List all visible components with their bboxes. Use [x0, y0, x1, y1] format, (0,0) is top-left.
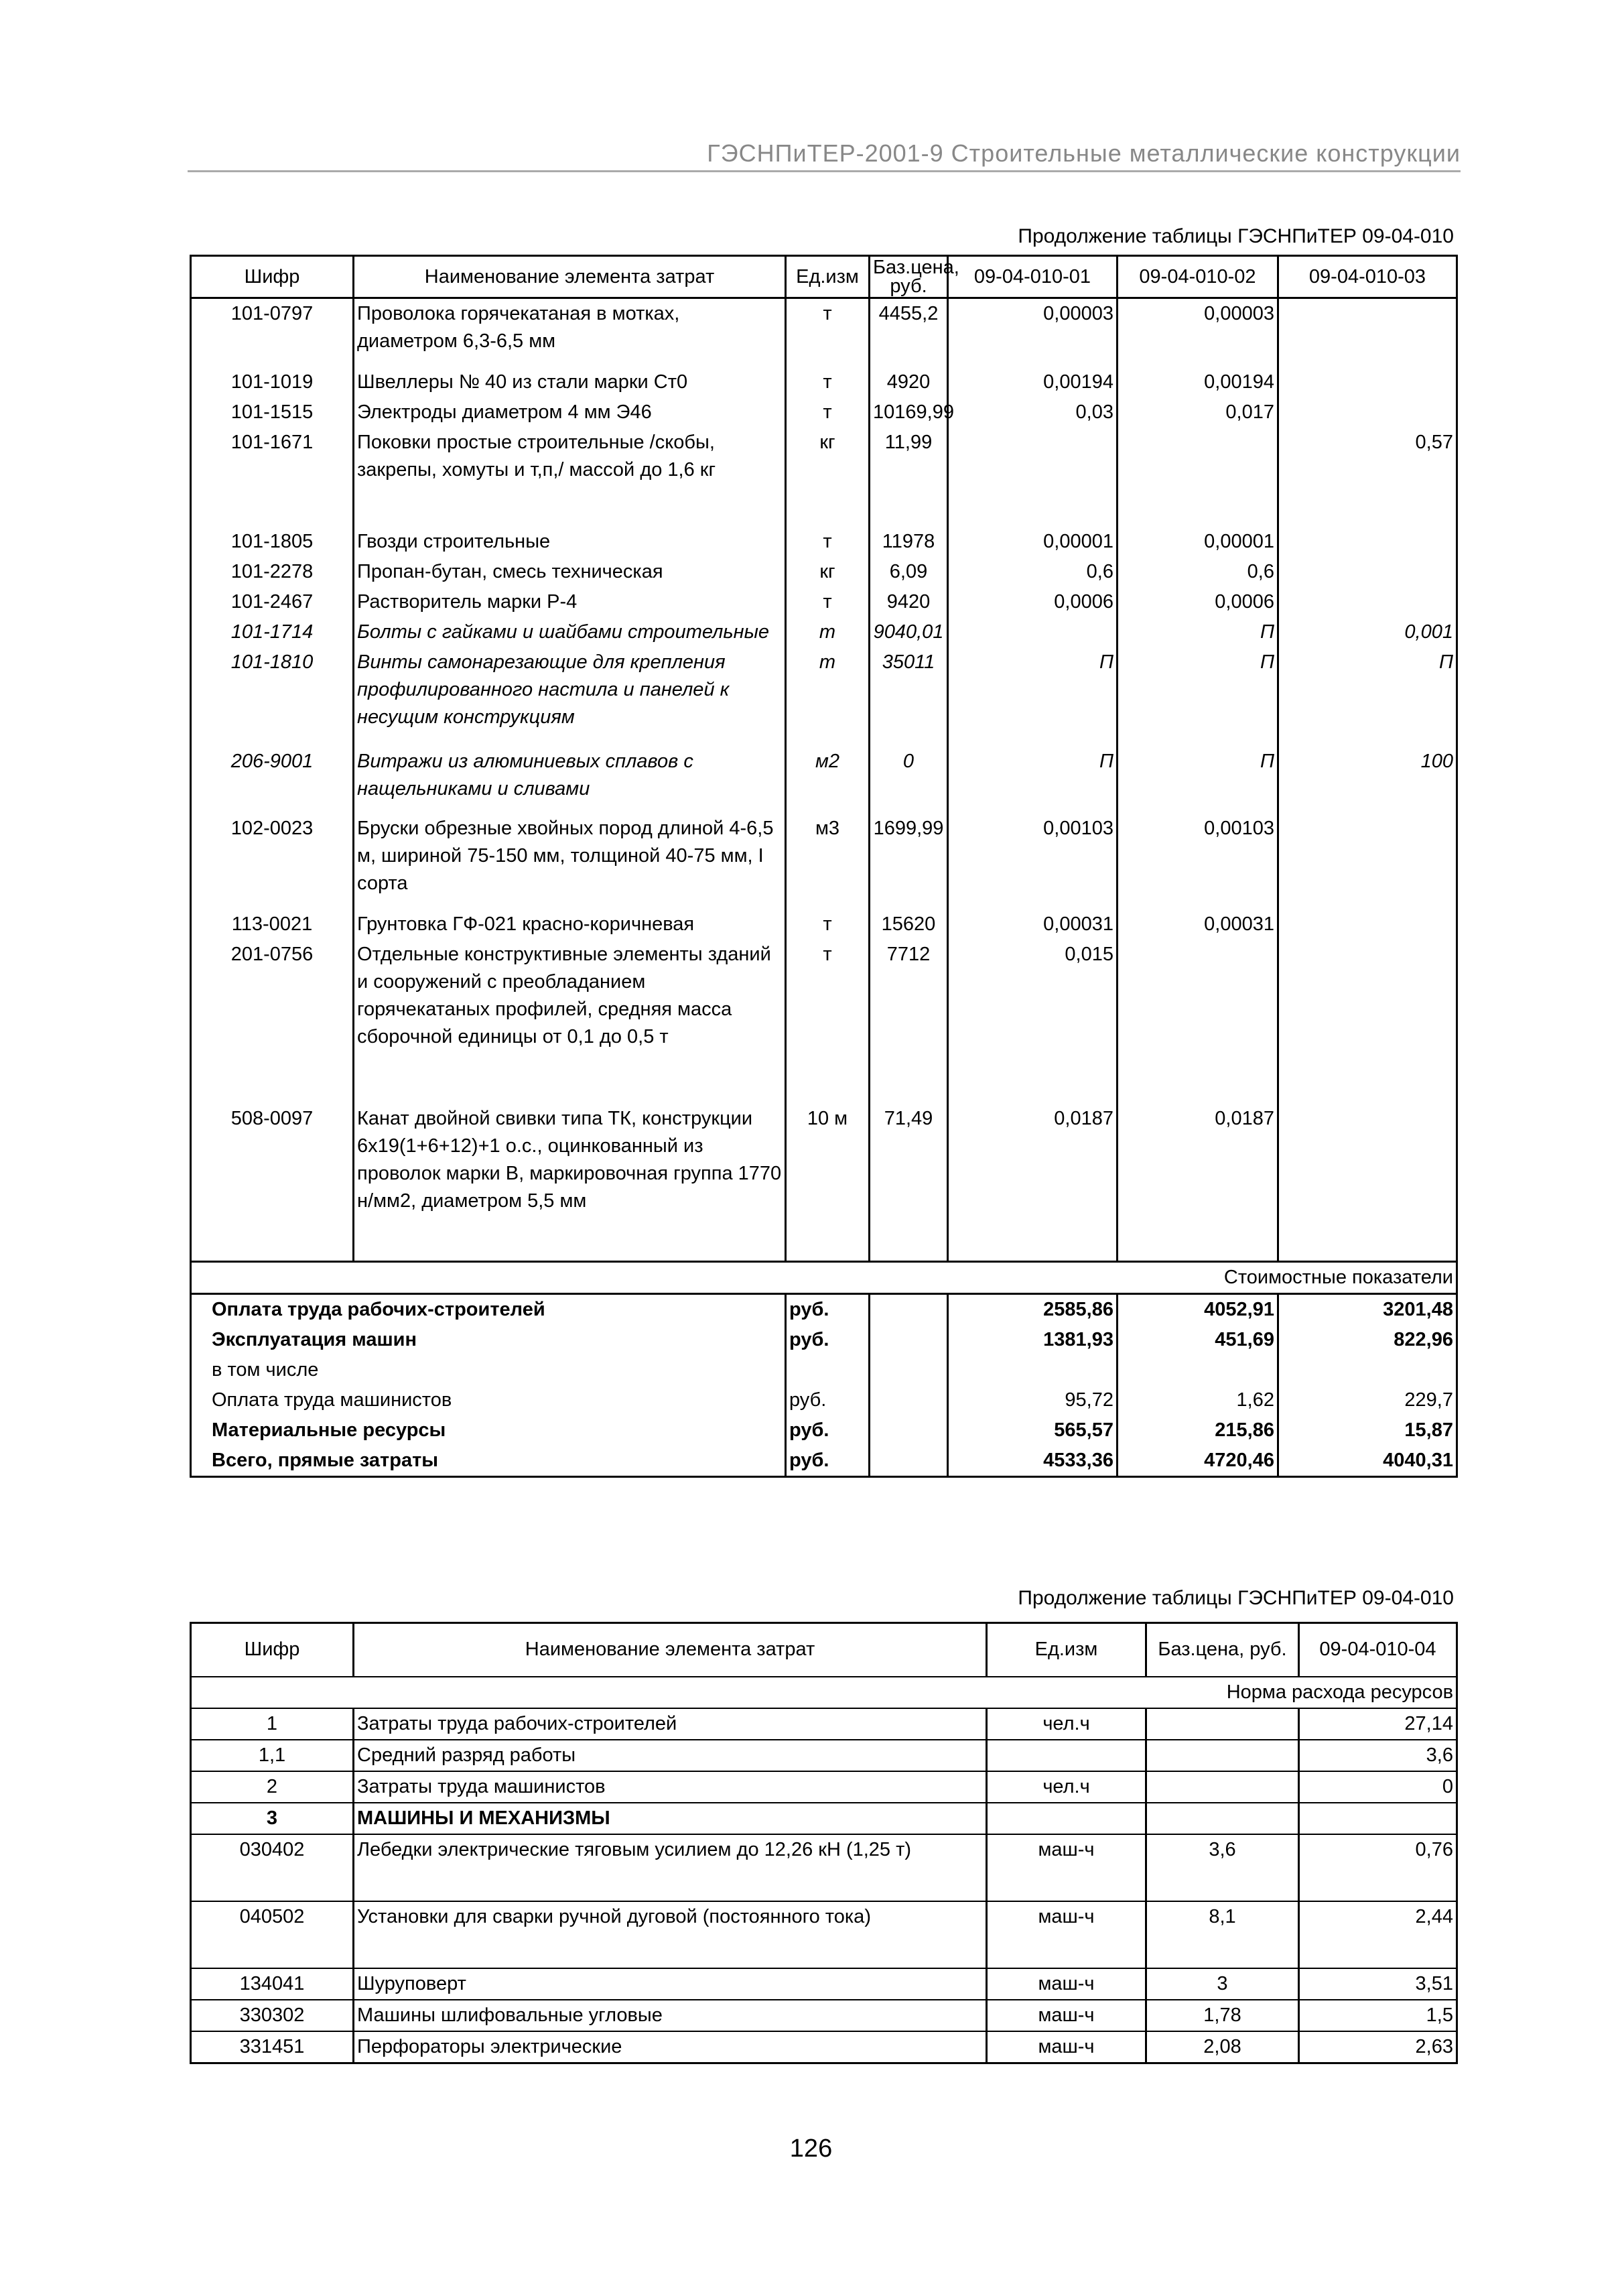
row-unit: м3	[786, 814, 870, 909]
row-v3	[1278, 909, 1457, 940]
row-v1: 0,6	[948, 557, 1118, 587]
table-row	[191, 909, 1457, 940]
row-unit: т	[786, 367, 870, 397]
row-v3	[1278, 527, 1457, 557]
row-code: 3	[191, 1803, 354, 1834]
row-unit: т	[786, 587, 870, 617]
row-v3: 0,57	[1278, 428, 1457, 527]
row-v3	[1278, 367, 1457, 397]
col-header-name: Наименование элемента затрат	[354, 256, 786, 298]
row-name: Затраты труда машинистов	[354, 1771, 987, 1803]
table-row	[191, 397, 1457, 428]
row-unit: маш-ч	[987, 1901, 1146, 1968]
row-unit	[987, 1740, 1146, 1771]
row-v2: 0,00103	[1118, 814, 1278, 909]
row-v1: 0,00031	[948, 909, 1118, 940]
table-row	[191, 1968, 1457, 2000]
cost-v1: 2585,86	[948, 1294, 1118, 1326]
row-v1: 0,00003	[948, 298, 1118, 367]
row-name: Машины шлифовальные угловые	[354, 2000, 987, 2031]
row-price: 1699,99	[870, 814, 948, 909]
row-v1: 0,015	[948, 940, 1118, 1104]
cost-v3: 822,96	[1278, 1325, 1457, 1355]
table1-continuation: Продолжение таблицы ГЭСНПиТЕР 09-04-010	[1018, 225, 1454, 247]
row-unit: кг	[786, 428, 870, 527]
row-v1: П	[948, 647, 1118, 747]
row-name: Перфораторы электрические	[354, 2031, 987, 2063]
row-code: 206-9001	[230, 750, 314, 772]
row-value: 0,76	[1299, 1834, 1457, 1901]
row-unit: т	[786, 527, 870, 557]
row-price: 8,1	[1146, 1901, 1299, 1968]
row-v1: 0,0187	[948, 1104, 1118, 1262]
row-unit: т	[786, 940, 870, 1104]
cost-row	[191, 1415, 1457, 1446]
row-price: 4920	[870, 367, 948, 397]
row-v1: 0,00103	[948, 814, 1118, 909]
row-price: 6,09	[870, 557, 948, 587]
cost-v1: 565,57	[948, 1415, 1118, 1446]
row-code: 2	[191, 1771, 354, 1803]
row-price: 7712	[870, 940, 948, 1104]
row-v1: 0,0006	[948, 587, 1118, 617]
row-v2	[1118, 428, 1278, 527]
row-v2: П	[1118, 617, 1278, 647]
row-code: 113-0021	[231, 913, 313, 935]
row-v2: 0,6	[1118, 557, 1278, 587]
row-unit: т	[786, 397, 870, 428]
cost-unit: руб.	[786, 1294, 870, 1326]
table-row	[191, 1104, 1457, 1262]
row-unit: маш-ч	[987, 1968, 1146, 2000]
running-header: ГЭСНПиТЕР-2001-9 Строительные металлические конструкции	[188, 139, 1461, 172]
norm-header-label: Норма расхода ресурсов	[191, 1677, 1457, 1708]
row-name: Установки для сварки ручной дуговой (постоянного тока)	[354, 1901, 987, 1968]
table-row	[191, 1708, 1457, 1740]
row-name: Канат двойной свивки типа ТК, конструкции 6х19(1+6+12)+1 о.с., оцинкованный из проволок марки В, маркировочная группа 1770 н/мм2, диаметром 5,5 мм	[354, 1104, 786, 1262]
cost-v2	[1118, 1355, 1278, 1385]
cost-section-header	[191, 1262, 1457, 1294]
row-unit: т	[786, 298, 870, 367]
norm-section-header	[191, 1677, 1457, 1708]
cost-v3: 229,7	[1278, 1385, 1457, 1415]
cost-v2: 451,69	[1118, 1325, 1278, 1355]
cost-empty	[870, 1446, 948, 1477]
row-code: 101-0797	[230, 303, 314, 324]
table-row	[191, 647, 1457, 747]
row-code: 101-2278	[230, 560, 314, 582]
row-price: 11978	[870, 527, 948, 557]
row-price: 4455,2	[870, 298, 948, 367]
row-v3	[1278, 814, 1457, 909]
row-price: 3	[1146, 1968, 1299, 2000]
table-row	[191, 557, 1457, 587]
table-row	[191, 1803, 1457, 1834]
row-v3	[1278, 557, 1457, 587]
cost-v1: 4533,36	[948, 1446, 1118, 1477]
cost-row	[191, 1385, 1457, 1415]
row-v1	[948, 617, 1118, 647]
row-unit: т	[786, 647, 870, 747]
row-v3: 0,001	[1278, 617, 1457, 647]
cost-empty	[870, 1415, 948, 1446]
row-code: 101-1714	[230, 621, 314, 643]
row-name: Электроды диаметром 4 мм Э46	[354, 397, 786, 428]
row-v3	[1278, 940, 1457, 1104]
row-v1: 0,00001	[948, 527, 1118, 557]
row-code: 030402	[191, 1834, 354, 1901]
row-name: Растворитель марки Р-4	[354, 587, 786, 617]
row-v3	[1278, 298, 1457, 367]
row-code: 1,1	[191, 1740, 354, 1771]
table-row	[191, 2000, 1457, 2031]
row-price: 71,49	[870, 1104, 948, 1262]
table-header-row	[191, 256, 1457, 298]
cost-v3: 3201,48	[1278, 1294, 1457, 1326]
row-name: Пропан-бутан, смесь техническая	[354, 557, 786, 587]
cost-name: Оплата труда машинистов	[212, 1389, 452, 1411]
cost-name: Оплата труда рабочих-строителей	[212, 1299, 545, 1320]
row-name: МАШИНЫ И МЕХАНИЗМЫ	[354, 1803, 987, 1834]
cost-v1: 95,72	[948, 1385, 1118, 1415]
row-v1	[948, 428, 1118, 527]
row-code: 101-1515	[230, 401, 314, 423]
row-value: 2,63	[1299, 2031, 1457, 2063]
row-price: 11,99	[870, 428, 948, 527]
cost-name: в том числе	[212, 1359, 319, 1381]
cost-empty	[870, 1325, 948, 1355]
row-code: 134041	[191, 1968, 354, 2000]
cost-v3: 4040,31	[1278, 1446, 1457, 1477]
row-price	[1146, 1803, 1299, 1834]
row-v2: 0,00031	[1118, 909, 1278, 940]
row-v2: 0,0187	[1118, 1104, 1278, 1262]
row-price: 9420	[870, 587, 948, 617]
row-name: Отдельные конструктивные элементы зданий и сооружений с преобладанием горячекатаных профилей, средняя масса сборочной единицы от 0,1 до 0,5 т	[354, 940, 786, 1104]
row-v3: 100	[1278, 747, 1457, 814]
table-header-row	[191, 1623, 1457, 1677]
row-code: 330302	[191, 2000, 354, 2031]
row-code: 101-1810	[230, 651, 314, 673]
cost-unit: руб.	[786, 1385, 870, 1415]
cost-unit	[786, 1355, 870, 1385]
cost-unit: руб.	[786, 1446, 870, 1477]
table-row	[191, 428, 1457, 527]
table-row	[191, 617, 1457, 647]
col-header-010-02: 09-04-010-02	[1118, 256, 1278, 298]
cost-empty	[870, 1385, 948, 1415]
row-unit: маш-ч	[987, 2031, 1146, 2063]
cost-v2: 4720,46	[1118, 1446, 1278, 1477]
row-code: 101-1671	[230, 431, 314, 453]
cost-empty	[870, 1355, 948, 1385]
cost-unit: руб.	[786, 1415, 870, 1446]
row-price: 35011	[870, 647, 948, 747]
cost-v2: 215,86	[1118, 1415, 1278, 1446]
cost-row	[191, 1294, 1457, 1326]
table-row	[191, 1834, 1457, 1901]
row-name: Болты с гайками и шайбами строительные	[354, 617, 786, 647]
row-price: 3,6	[1146, 1834, 1299, 1901]
row-value: 0	[1299, 1771, 1457, 1803]
row-v2: 0,00194	[1118, 367, 1278, 397]
row-name: Шуруповерт	[354, 1968, 987, 2000]
col-header-010-01: 09-04-010-01	[948, 256, 1118, 298]
col-header-name: Наименование элемента затрат	[354, 1623, 987, 1677]
cost-v2: 4052,91	[1118, 1294, 1278, 1326]
table-row	[191, 298, 1457, 367]
cost-v2: 1,62	[1118, 1385, 1278, 1415]
row-price: 9040,01	[870, 617, 948, 647]
row-price: 0	[870, 747, 948, 814]
row-v3	[1278, 397, 1457, 428]
row-price	[1146, 1771, 1299, 1803]
row-unit: т	[786, 617, 870, 647]
row-name: Поковки простые строительные /скобы, закрепы, хомуты и т,п,/ массой до 1,6 кг	[354, 428, 786, 527]
row-v1: 0,00194	[948, 367, 1118, 397]
row-price: 10169,99	[870, 397, 948, 428]
table2-continuation: Продолжение таблицы ГЭСНПиТЕР 09-04-010	[1018, 1587, 1454, 1609]
col-header-code: Шифр	[191, 1623, 354, 1677]
materials-table	[190, 255, 1458, 1478]
row-value: 3,51	[1299, 1968, 1457, 2000]
row-name: Грунтовка ГФ-021 красно-коричневая	[354, 909, 786, 940]
row-code: 101-2467	[230, 590, 314, 613]
row-v1: 0,03	[948, 397, 1118, 428]
row-unit: маш-ч	[987, 1834, 1146, 1901]
table-row	[191, 1740, 1457, 1771]
page-number: 126	[789, 2134, 833, 2163]
cost-unit: руб.	[786, 1325, 870, 1355]
table-row	[191, 747, 1457, 814]
row-value: 2,44	[1299, 1901, 1457, 1968]
row-code: 040502	[191, 1901, 354, 1968]
col-header-010-03: 09-04-010-03	[1278, 256, 1457, 298]
cost-header-label: Стоимостные показатели	[191, 1262, 1457, 1294]
cost-v3	[1278, 1355, 1457, 1385]
row-value: 27,14	[1299, 1708, 1457, 1740]
row-name: Средний разряд работы	[354, 1740, 987, 1771]
row-code: 201-0756	[230, 943, 314, 965]
row-v3: П	[1278, 647, 1457, 747]
row-v2: 0,00003	[1118, 298, 1278, 367]
row-unit: кг	[786, 557, 870, 587]
row-v3	[1278, 587, 1457, 617]
row-name: Бруски обрезные хвойных пород длиной 4-6,5 м, шириной 75-150 мм, толщиной 40-75 мм, I сорта	[354, 814, 786, 909]
row-unit: чел.ч	[987, 1771, 1146, 1803]
row-value: 3,6	[1299, 1740, 1457, 1771]
row-code: 101-1805	[230, 530, 314, 552]
cost-row	[191, 1325, 1457, 1355]
cost-name: Всего, прямые затраты	[212, 1450, 439, 1471]
row-price: 2,08	[1146, 2031, 1299, 2063]
col-header-code: Шифр	[191, 256, 354, 298]
row-price	[1146, 1708, 1299, 1740]
row-value: 1,5	[1299, 2000, 1457, 2031]
row-name: Гвозди строительные	[354, 527, 786, 557]
row-v2: 0,0006	[1118, 587, 1278, 617]
row-v1: П	[948, 747, 1118, 814]
row-unit	[987, 1803, 1146, 1834]
cost-name: Материальные ресурсы	[212, 1419, 446, 1441]
row-code: 508-0097	[230, 1107, 314, 1129]
table-row	[191, 940, 1457, 1104]
cost-row	[191, 1446, 1457, 1477]
col-header-unit: Ед.изм	[987, 1623, 1146, 1677]
row-name: Проволока горячекатаная в мотках, диаметром 6,3-6,5 мм	[354, 298, 786, 367]
row-v2: 0,00001	[1118, 527, 1278, 557]
cost-v1	[948, 1355, 1118, 1385]
row-code: 102-0023	[230, 817, 314, 839]
row-name: Витражи из алюминиевых сплавов с нащельниками и сливами	[354, 747, 786, 814]
cost-v3: 15,87	[1278, 1415, 1457, 1446]
row-code: 1	[191, 1708, 354, 1740]
row-price: 15620	[870, 909, 948, 940]
table-row	[191, 1771, 1457, 1803]
cost-row	[191, 1355, 1457, 1385]
row-name: Винты самонарезающие для крепления профилированного настила и панелей к несущим конструкциям	[354, 647, 786, 747]
row-unit: м2	[786, 747, 870, 814]
cost-empty	[870, 1294, 948, 1326]
row-value	[1299, 1803, 1457, 1834]
col-header-price: Баз.цена, руб.	[1146, 1623, 1299, 1677]
table-row	[191, 2031, 1457, 2063]
col-header-unit: Ед.изм	[786, 256, 870, 298]
row-unit: маш-ч	[987, 2000, 1146, 2031]
row-name: Швеллеры № 40 из стали марки Ст0	[354, 367, 786, 397]
row-v2: П	[1118, 747, 1278, 814]
row-unit: 10 м	[786, 1104, 870, 1262]
resources-table	[190, 1622, 1458, 2064]
table-row	[191, 1901, 1457, 1968]
row-code: 101-1019	[230, 371, 314, 393]
row-code: 331451	[191, 2031, 354, 2063]
row-name: Затраты труда рабочих-строителей	[354, 1708, 987, 1740]
cost-name: Эксплуатация машин	[212, 1329, 417, 1350]
cost-v1: 1381,93	[948, 1325, 1118, 1355]
row-v3	[1278, 1104, 1457, 1262]
table-row	[191, 587, 1457, 617]
table-row	[191, 527, 1457, 557]
table-row	[191, 814, 1457, 909]
row-v2: 0,017	[1118, 397, 1278, 428]
col-header-price: Баз.цена, руб.	[870, 256, 948, 298]
row-price	[1146, 1740, 1299, 1771]
row-name: Лебедки электрические тяговым усилием до 12,26 кН (1,25 т)	[354, 1834, 987, 1901]
row-unit: чел.ч	[987, 1708, 1146, 1740]
row-v2	[1118, 940, 1278, 1104]
row-price: 1,78	[1146, 2000, 1299, 2031]
row-unit: т	[786, 909, 870, 940]
col-header-010-04: 09-04-010-04	[1299, 1623, 1457, 1677]
table-row	[191, 367, 1457, 397]
row-v2: П	[1118, 647, 1278, 747]
